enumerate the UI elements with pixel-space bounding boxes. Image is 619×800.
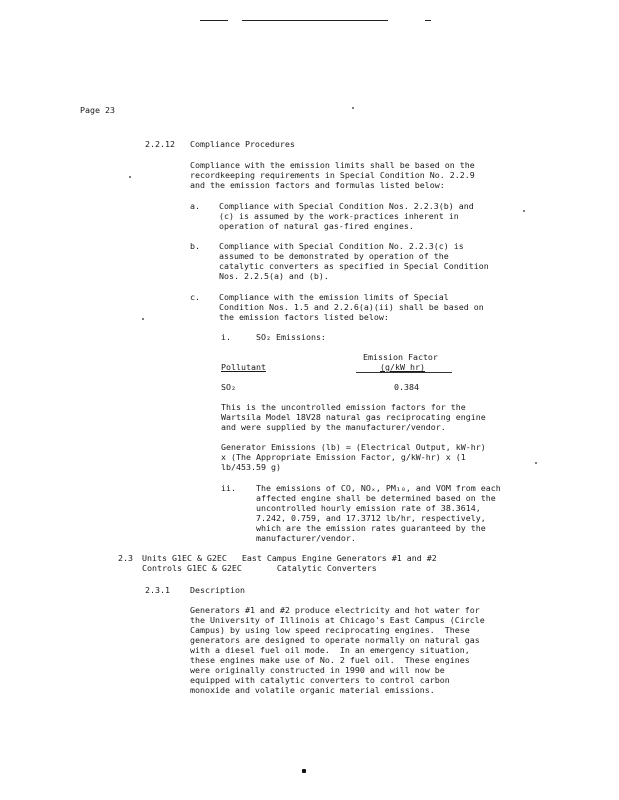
text-line: and were supplied by the manufacturer/vendor. — [221, 422, 446, 432]
section-2-3-heading-line1: Units G1EC & G2EC East Campus Engine Generators #1 and #2 — [142, 553, 437, 563]
table-cell-pollutant: SO₂ — [221, 382, 236, 392]
text-line: catalytic converters as specified in Special Condition — [219, 261, 489, 271]
text-line: lb/453.59 g) — [221, 462, 281, 472]
text-line: Campus) by using low speed reciprocating engines. These — [190, 625, 470, 635]
text-line: Compliance with the emission limits of Special — [219, 292, 449, 302]
text-line: were originally constructed in 1990 and will now be — [190, 665, 445, 675]
table-header-pollutant: Pollutant — [221, 362, 266, 372]
sub-item-marker: i. — [221, 332, 231, 342]
text-line: assumed to be demonstrated by operation of the — [219, 251, 449, 261]
text-line: equipped with catalytic converters to control carbon — [190, 675, 450, 685]
text-line: which are the emission rates guaranteed by the — [256, 523, 486, 533]
text-line: Generator Emissions (lb) = (Electrical Output, kW-hr) — [221, 442, 486, 452]
table-header-underline — [356, 372, 452, 373]
text-line: Compliance with the emission limits shall be based on the — [190, 160, 475, 170]
scan-speck — [352, 107, 354, 109]
scan-speck — [129, 176, 131, 178]
text-line: monoxide and volatile organic material emissions. — [190, 685, 435, 695]
text-line: operation of natural gas-fired engines. — [219, 221, 414, 231]
text-line: Condition Nos. 1.5 and 2.2.6(a)(ii) shall be based on — [219, 302, 484, 312]
text-line: (c) is assumed by the work-practices inherent in — [219, 211, 459, 221]
scan-speck — [523, 210, 525, 212]
section-2-3-heading-line2: Controls G1EC & G2EC Catalytic Converters — [142, 563, 377, 573]
section-number: 2.2.12 — [145, 139, 175, 149]
section-2-3-1-number: 2.3.1 — [145, 585, 170, 595]
scan-speck — [302, 769, 306, 773]
text-line: with a diesel fuel oil mode. In an emergency situation, — [190, 645, 470, 655]
text-line: 7.242, 0.759, and 17.3712 lb/hr, respectively, — [256, 513, 486, 523]
text-line: Nos. 2.2.5(a) and (b). — [219, 271, 329, 281]
text-line: This is the uncontrolled emission factors for the — [221, 402, 466, 412]
section-2-3-1-title: Description — [190, 585, 245, 595]
text-line: The emissions of CO, NOₓ, PM₁₀, and VOM from each — [256, 483, 501, 493]
header-rule-dash — [425, 20, 431, 21]
section-2-3-number: 2.3 — [118, 553, 133, 563]
text-line: Compliance with Special Condition Nos. 2.2.3(b) and — [219, 201, 474, 211]
table-header-units: (g/kW hr) — [380, 362, 425, 372]
header-rule-long — [242, 20, 388, 21]
text-line: manufacturer/vendor. — [256, 533, 356, 543]
text-line: recordkeeping requirements in Special Condition No. 2.2.9 — [190, 170, 475, 180]
text-line: uncontrolled hourly emission rate of 38.3614, — [256, 503, 481, 513]
scan-speck — [535, 462, 537, 464]
text-line: and the emission factors and formulas listed below: — [190, 180, 445, 190]
header-rule-short — [200, 20, 228, 21]
table-header-emission-factor: Emission Factor — [363, 352, 438, 362]
list-marker: c. — [190, 292, 200, 302]
scan-speck — [142, 318, 144, 320]
sub-item-marker: ii. — [221, 483, 236, 493]
list-marker: b. — [190, 241, 200, 251]
page-label: Page 23 — [80, 105, 115, 115]
sub-item-title: SO₂ Emissions: — [256, 332, 326, 342]
text-line: Generators #1 and #2 produce electricity and hot water for — [190, 605, 480, 615]
text-line: Compliance with Special Condition No. 2.2.3(c) is — [219, 241, 464, 251]
text-line: Wartsila Model 18V28 natural gas reciprocating engine — [221, 412, 486, 422]
text-line: x (The Appropriate Emission Factor, g/kW-hr) x (1 — [221, 452, 466, 462]
text-line: the University of Illinois at Chicago's East Campus (Circle — [190, 615, 485, 625]
section-title: Compliance Procedures — [190, 139, 295, 149]
list-marker: a. — [190, 201, 200, 211]
text-line: affected engine shall be determined based on the — [256, 493, 496, 503]
text-line: generators are designed to operate normally on natural gas — [190, 635, 480, 645]
text-line: these engines make use of No. 2 fuel oil. These engines — [190, 655, 470, 665]
table-cell-value: 0.384 — [394, 382, 419, 392]
text-line: the emission factors listed below: — [219, 312, 389, 322]
